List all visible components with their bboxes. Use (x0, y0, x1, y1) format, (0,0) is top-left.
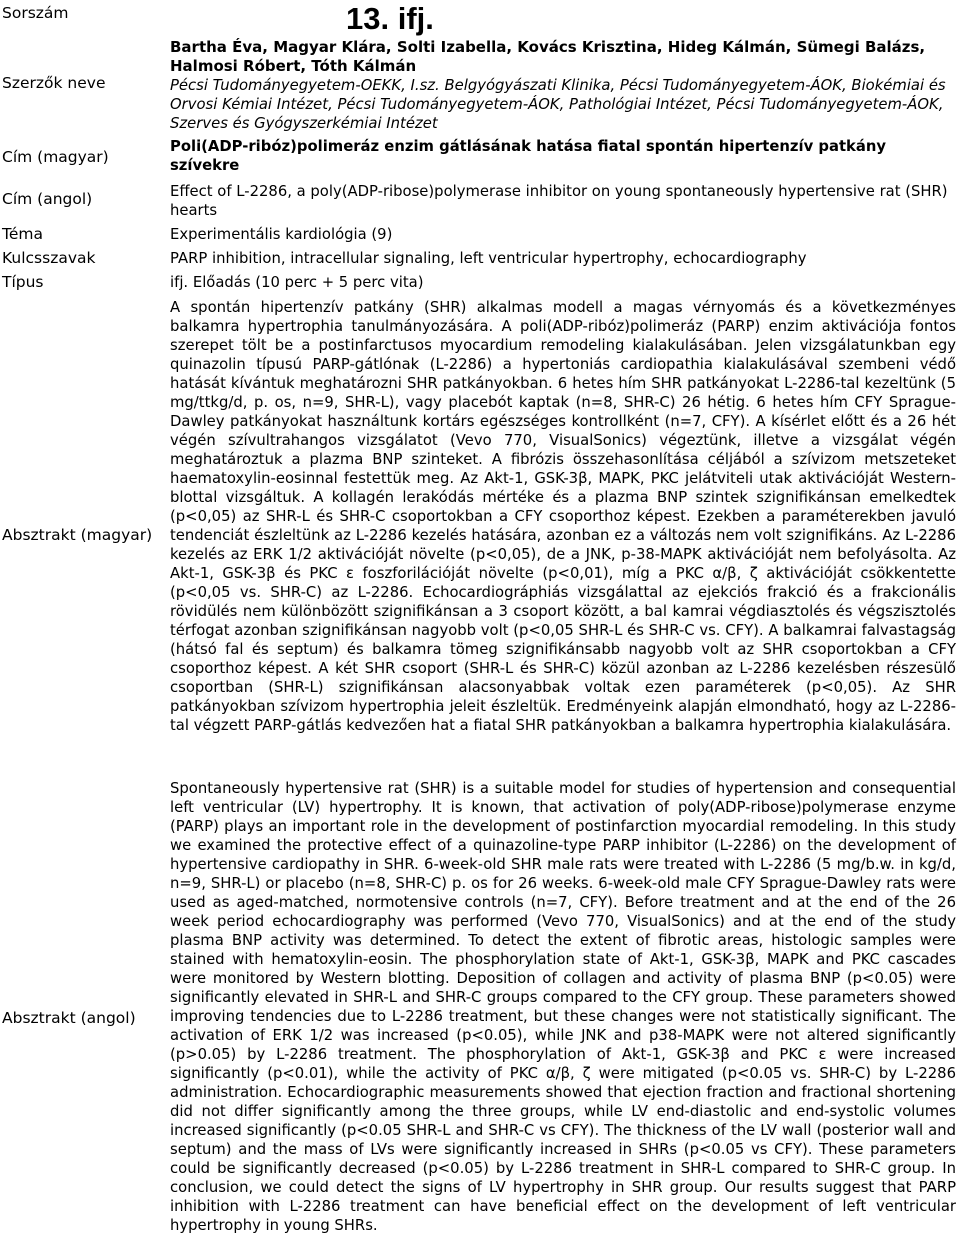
presentation-type: ifj. Előadás (10 perc + 5 perc vita) (170, 274, 424, 291)
serial-number: 13. ifj. (346, 1, 434, 36)
label-cim-angol: Cím (angol) (2, 190, 93, 208)
title-hungarian: Poli(ADP-ribóz)polimeráz enzim gátlásának hatása fiatal spontán hipertenzív patkány szívekre (170, 138, 887, 174)
abstract-english (170, 779, 956, 1235)
label-tema: Téma (2, 225, 43, 243)
label-tipus: Típus (2, 273, 44, 291)
label-cim-magyar: Cím (magyar) (2, 148, 109, 166)
keywords: PARP inhibition, intracellular signaling, left ventricular hypertrophy, echocardiography (170, 250, 807, 267)
abstract-hungarian-text: A spontán hipertenzív patkány (SHR) alkalmas modell a magas vérnyomás és a következményes balkamra hypertrophia tanulmányozására. A poli(ADP-ribóz)polimeráz (PARP) enzim aktivációja fontos szerepet tölt be a postinfarctusos myocardium remodeling kialakulásában. Jelen vizsgálatunkban egy quinazolin típusú PARP-gátlónak (L-2286) a hypertoniás cardiopathia kialakulásával szembeni védő hatását kívántuk meghatározni SHR patkányokban. 6 hetes hím SHR patkányokat L-2286-tal kezeltünk (5 mg/ttkg/d, p. os, n=9, SHR-L), vagy placebót kaptak (n=8, SHR-C) 26 hétig. 6 hetes hím CFY Sprague-Dawley patkányokat használtunk kortárs egészséges kontrollként (n=7, CFY). A kísérlet előtt és a 26 hét végén szívultrahangos vizsgálatot (Vevo 770, VisualSonics) végeztünk, illetve a vizsgálat végén meghatároztuk a plazma BNP szinteket. A fibrózis összehasonlítása céljából a szívizom metszeteket haematoxylin-eosinnal festettük meg. Az Akt-1, GSK-3β, MAPK, PKC jelátviteli utak aktivációját Western-blottal vizsgáltuk. A kollagén lerakódás mértéke és a plazma BNP szintek szignifikánsan emelkedtek (p<0,05) az SHR-L és SHR-C csoportokban a CFY csoporthoz képest. Ezekben a paraméterekben javuló tendenciát észleltünk az L-2286 kezelés hatására, azonban ez a változás nem volt szignifikáns. Az L-2286 kezelés az ERK 1/2 aktivációját növelte (p<0,05), de a JNK, p-38-MAPK aktivációját nem befolyásolta. Az Akt-1, GSK-3β és PKC ε foszforilációját növelte (p<0,01), míg a PKC α/β, ζ aktivációját csökkentette (p<0,05 vs. SHR-C) az L-2286. Echocardiográphiás vizsgálattal az ejekciós frakció és a frakcionális rövidülés nem különbözött szignifikánsan a 3 csoport között, a bal kamrai végdiasztolés és végszisztolés térfogat azonban szignifikánsan nagyobb volt (p<0,05 SHR-L és SHR-C vs. CFY). A balkamrai falvastagság (hátsó fal és septum) és balkamra tömeg szignifikánsabb nagyobb volt az SHR csoportokban a CFY csoporthoz képest. A két SHR csoport (SHR-L és SHR-C) közül azonban az L-2286 kezelésben részesülő csoportban (SHR-L) szignifikánsan alacsonyabbak voltak ezen paraméterek (p<0,05). Az SHR patkányokban szívizom hypertrophia jeleit észleltük. Eredményeink alapján elmondható, hogy az L-2286-tal végzett PARP-gátlás kedvezően hat a fiatal SHR patkányokban a balkamra hypertrophia kialakulására. (170, 299, 956, 734)
title-english: Effect of L-2286, a poly(ADP-ribose)polymerase inhibitor on young spontaneously hypertensive rat (SHR) hearts (170, 183, 948, 219)
affiliations: Pécsi Tudományegyetem-OEKK, I.sz. Belgyógyászati Klinika, Pécsi Tudományegyetem-ÁOK, Biokémiai és Orvosi Kémiai Intézet, Pécsi Tudományegyetem-ÁOK, Pathológiai Intézet, Pécsi Tudományegyetem-ÁOK, Szerves és Gyógyszerkémiai Intézet (170, 77, 946, 132)
label-kulcsszavak: Kulcsszavak (2, 249, 96, 267)
abstract-english-text: Spontaneously hypertensive rat (SHR) is a suitable model for studies of hypertension and consequential left ventricular (LV) hypertrophy. It is known, that activation of poly(ADP-ribose)polymerase enzyme (PARP) plays an important role in the development of postinfarction myocardial remodeling. In this study we examined the protective effect of a quinazoline-type PARP inhibitor (L-2286) on the development of hypertensive cardiopathy in SHR. 6-week-old SHR male rats were treated with L-2286 (5 mg/b.w. in kg/d, n=9, SHR-L) or placebo (n=8, SHR-C) p. os for 26 weeks. 6-week-old male CFY Sprague-Dawley rats were used as aged-matched, normotensive controls (n=7, CFY). Before treatment and at the end of the 26 week period echocardiography was performed (Vevo 770, VisualSonics) and at the end of the study plasma BNP activity was determined. To detect the extent of fibrotic areas, histologic samples were stained with hematoxylin-eosin. The phosphorylation state of Akt-1, GSK-3β, MAPK and PKC cascades were monitored by Western blotting. Deposition of collagen and activity of plasma BNP (p<0.05) were significantly elevated in SHR-L and SHR-C groups compared to the CFY group. These parameters showed improving tendencies due to L-2286 treatment, but these changes were not statistically significant. The activation of ERK 1/2 was increased (p<0.05), while JNK and p38-MAPK were not altered significantly (p>0.05) by L-2286 treatment. The phosphorylation of Akt-1, GSK-3β and PKC ε were increased significantly (p<0.01), while the activity of PKC α/β, ζ were mitigated (p<0.05 vs. SHR-C) by L-2286 administration. Echocardiographic measurements showed that ejection fraction and fractional shortening did not differ significantly among the three groups, while LV end-diastolic and end-systolic volumes increased significantly (p<0.05 SHR-L and SHR-C vs CFY). The thickness of the LV wall (posterior wall and septum) and the mass of LVs were significantly increased in SHRs (p<0.05 vs CFY). These parameters could be significantly decreased (p<0.05) by L-2286 treatment in SHR-L compared to SHR-C group. In conclusion, we could detect the signs of LV hypertrophy in SHR group. Our results suggest that PARP inhibition with L-2286 treatment can have beneficial effect on the development of left ventricular hypertrophy in young SHRs. (170, 780, 956, 1234)
topic: Experimentális kardiológia (9) (170, 226, 393, 243)
label-szerzok: Szerzők neve (2, 74, 106, 92)
abstract-hungarian (170, 298, 956, 735)
authors: Bartha Éva, Magyar Klára, Solti Izabella, Kovács Krisztina, Hideg Kálmán, Sümegi Balázs, Halmosi Róbert, Tóth Kálmán (170, 38, 926, 75)
label-sorszam: Sorszám (2, 4, 69, 22)
label-absztrakt-magyar: Absztrakt (magyar) (2, 526, 153, 544)
label-absztrakt-angol: Absztrakt (angol) (2, 1009, 136, 1027)
